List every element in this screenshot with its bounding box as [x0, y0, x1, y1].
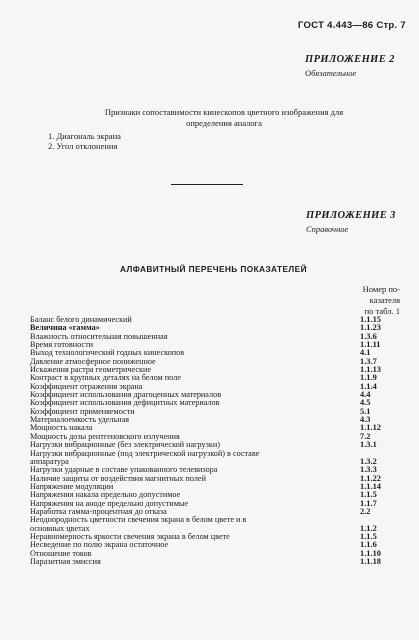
- index-entry-row: [30, 450, 402, 458]
- index-entry-name: Мощность накала: [30, 423, 93, 433]
- index-entry-name: Коэффициент применяемости: [30, 406, 135, 416]
- index-entry-name: аппаратура: [30, 456, 69, 466]
- index-entry-number: 2.2: [360, 506, 371, 516]
- index-entry-number: 4.1: [360, 348, 371, 358]
- index-entry-number: 1.3.7: [360, 356, 377, 366]
- index-entry-name: Выход технологический годных кинескопов: [30, 348, 185, 358]
- criteria-item: 2. Угол отклонения: [48, 141, 118, 151]
- index-entry-name: Коэффициент отражения экрана: [30, 381, 143, 391]
- index-entry-number: 1.1.7: [360, 498, 377, 508]
- index-entry-number: 1.1.4: [360, 381, 377, 391]
- index-entry-name: Баланс белого динамический: [30, 315, 132, 324]
- index-entry-number: 1.3.2: [360, 456, 377, 466]
- criteria-item: 1. Диагональ экрана: [48, 131, 121, 141]
- index-entry-number: 1.1.22: [360, 473, 381, 483]
- index-entry-name: Паразитная эмиссия: [30, 556, 101, 566]
- index-title: АЛФАВИТНЫЙ ПЕРЕЧЕНЬ ПОКАЗАТЕЛЕЙ: [120, 264, 307, 274]
- comparability-criteria-list: [48, 131, 121, 151]
- index-entry-name: Время готовности: [30, 340, 94, 350]
- index-entry-number: 7.2: [360, 431, 371, 441]
- index-entry-name: Отношение токов: [30, 548, 92, 558]
- index-entry-number: 1.1.18: [360, 556, 381, 566]
- index-entry-name: Давление атмосферное пониженное: [30, 356, 156, 366]
- index-entry-name: основных цветах: [30, 523, 90, 533]
- index-entry-name: Напряжение модуляции: [30, 481, 114, 491]
- appendix-3-status: Справочное: [306, 224, 349, 234]
- index-entry-number: 1.3.6: [360, 331, 377, 341]
- index-entry-number: 1.1.15: [360, 315, 381, 324]
- index-entry-number: 1.1.13: [360, 365, 381, 375]
- index-entry-number: 1.3.1: [360, 440, 377, 450]
- index-entry-number: 1.1.12: [360, 423, 381, 433]
- index-entry-number: 1.1.14: [360, 481, 381, 491]
- appendix-2-title: ПРИЛОЖЕНИЕ 2: [305, 54, 395, 65]
- index-entry-name: Нагрузки ударные в составе упакованного телевизора: [30, 465, 218, 475]
- index-entry-number: 1.3.3: [360, 465, 377, 475]
- index-entry-name: Мощность дозы рентгеновского излучения: [30, 431, 180, 441]
- index-entry-row: [30, 558, 402, 566]
- index-entry-name: Величина «гамма»: [30, 323, 100, 333]
- section-title-line-1: Признаки сопоставимости кинескопов цветного изображения для: [104, 107, 344, 117]
- index-entry-name: Нагрузки вибрационные (без электрической нагрузки): [30, 440, 220, 450]
- index-entry-number: 1.1.6: [360, 540, 377, 550]
- index-entry-number: 5.1: [360, 406, 371, 416]
- index-entries: [30, 316, 402, 566]
- index-entry-name: Неравномерность яркости свечения экрана в белом цвете: [30, 531, 230, 541]
- index-entry-name: Контраст в крупных деталях на белом поле: [30, 373, 181, 383]
- index-entry-name: Наличие защиты от воздействия магнитных полей: [30, 473, 206, 483]
- index-entry-number: 4.3: [360, 415, 371, 425]
- index-entry-name: Коэффициент использования драгоценных материалов: [30, 390, 222, 400]
- index-entry-name: Напряжения накала предельно допустимое: [30, 490, 181, 500]
- index-entry-number: 1.1.23: [360, 323, 381, 333]
- section-divider: [171, 184, 243, 185]
- section-title-line-2: определения аналога: [186, 118, 262, 128]
- index-entry-name: Неоднородность цветности свечения экрана в белом цвете и в: [30, 515, 247, 525]
- col-header-line-3: по табл. 1: [364, 305, 400, 316]
- index-entry-number: 4.4: [360, 390, 371, 400]
- col-header-line-1: Номер по-: [362, 284, 400, 294]
- index-entry-name: Материалоемкость удельная: [30, 415, 130, 425]
- comparability-section-title: [64, 107, 384, 129]
- index-entry-name: Напряжения на аноде предельно допустимые: [30, 498, 189, 508]
- index-entry-number: 1.1.9: [360, 373, 377, 383]
- index-entry-name: Коэффициент использования дефицитных материалов: [30, 398, 220, 408]
- appendix-2-status: Обязательное: [305, 68, 357, 78]
- index-entry-name: Влажность относительная повышенная: [30, 331, 168, 341]
- index-entry-number: 1.1.5: [360, 531, 377, 541]
- index-entry-number: 1.1.10: [360, 548, 381, 558]
- page-header-standard: ГОСТ 4.443—86 Стр. 7: [297, 20, 406, 31]
- index-entry-number: 1.1.5: [360, 490, 377, 500]
- appendix-3-title: ПРИЛОЖЕНИЕ 3: [306, 210, 396, 221]
- index-entry-name: Наработка гамма-процентная до отказа: [30, 506, 167, 516]
- index-entry-number: 4.5: [360, 398, 371, 408]
- index-entry-name: Нагрузки вибрационные (под электрической нагрузкой) в составе: [30, 448, 260, 458]
- index-entry-name: Искажения растра геометрические: [30, 365, 151, 375]
- number-column-header: [340, 284, 400, 316]
- col-header-line-2: казателя: [369, 294, 400, 305]
- index-entry-number: 1.1.2: [360, 523, 377, 533]
- index-entry-number: 1.1.11: [360, 340, 381, 350]
- index-entry-name: Несведение по полю экрана остаточное: [30, 540, 169, 550]
